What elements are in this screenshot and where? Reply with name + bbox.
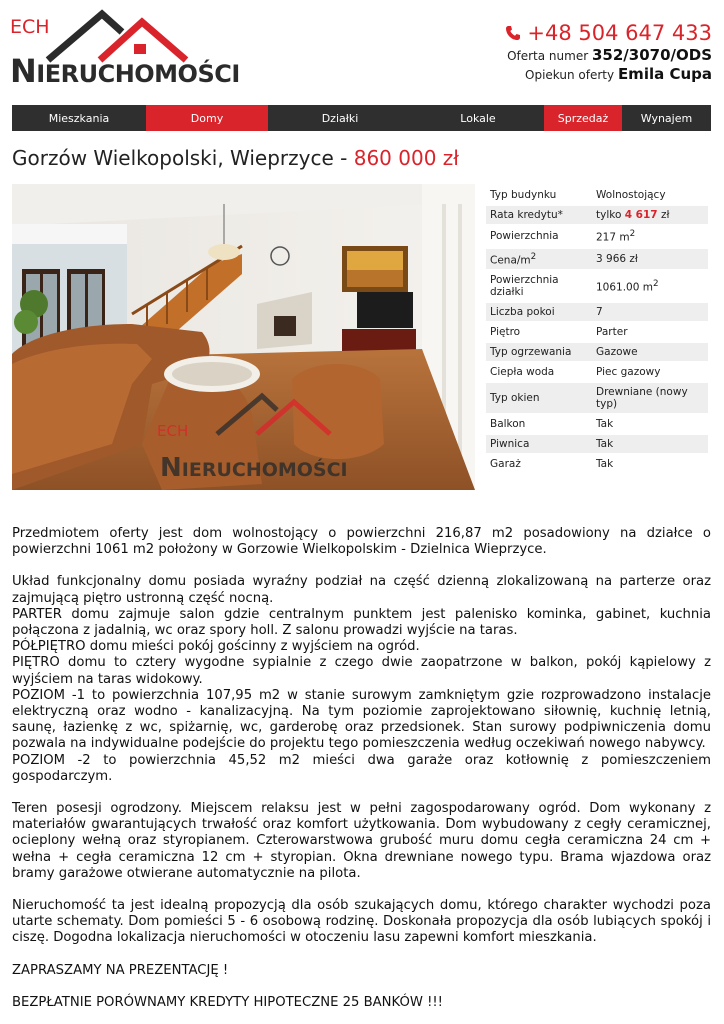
detail-value <box>592 226 708 247</box>
agent-label: Opiekun oferty <box>525 68 615 82</box>
watermark-prefix: ECH <box>157 422 189 440</box>
detail-row-liczba-pokoi <box>486 303 708 321</box>
detail-value: 3 966 zł <box>592 249 708 270</box>
main-nav <box>12 105 711 131</box>
listing-location: Gorzów Wielkopolski, Wieprzyce - <box>12 146 354 170</box>
detail-value: 7 <box>592 303 708 321</box>
detail-row-pietro <box>486 323 708 341</box>
detail-row-typ-okien <box>486 383 708 413</box>
detail-row-garaz <box>486 455 708 473</box>
watermark-initial: N <box>160 453 182 483</box>
agency-logo[interactable] <box>10 8 240 90</box>
listing-title <box>12 146 459 170</box>
rata-suffix: zł <box>657 209 670 221</box>
detail-label: Piętro <box>490 326 521 338</box>
logo-initial: N <box>10 52 37 90</box>
nav-item-wynajem[interactable]: Wynajem <box>640 111 693 125</box>
watermark-rest: IERUCHOMOŚCI <box>181 459 348 481</box>
detail-value: Piec gazowy <box>596 366 661 378</box>
plot-area-exponent: 2 <box>653 278 659 289</box>
logo-prefix: ECH <box>10 16 50 38</box>
detail-label: Garaż <box>490 458 521 470</box>
phone-icon <box>505 25 521 41</box>
detail-row-powierzchnia-dzialki <box>486 271 708 301</box>
detail-label <box>486 249 592 270</box>
description-paragraph: ZAPRASZAMY NA PREZENTACJĘ ! <box>12 962 229 978</box>
listing-photo[interactable] <box>12 184 475 490</box>
offer-number-line <box>505 46 712 65</box>
detail-label: Piwnica <box>486 435 592 453</box>
detail-label: Typ ogrzewania <box>486 343 592 361</box>
detail-value: Wolnostojący <box>596 189 666 201</box>
description-paragraph: Teren posesji ogrodzony. Miejscem relaksu jest w pełni zagospodarowany ogród. Dom wykonany z materiałów gwarantujących trwałość oraz komfort użytkowania. Dom wybudowany z cegły ceramicznej, ocieplony wełną oraz styropianem. Czterowarstwowa grubość muru domu cegła ceramiczna 24 cm + wełna + cegła ceramiczna 12 cm + styropian. Okna drewniane nowego typu. Brama wjazdowa oraz bramy garażowe otwierane automatycznie na pilota. <box>12 801 711 881</box>
detail-label: Ciepła woda <box>490 366 555 378</box>
plot-area-value: 1061.00 m <box>596 281 653 294</box>
detail-row-typ-ogrzewania <box>486 343 708 361</box>
contact-block <box>505 20 712 84</box>
detail-label: Typ okien <box>486 383 592 413</box>
description-paragraph: PIĘTRO domu to cztery wygodne sypialnie z czego dwie zaopatrzone w balkon, pokój kąpielowy z wyjściem na taras widokowy. <box>12 655 711 687</box>
nav-item-domy[interactable]: Domy <box>146 105 268 131</box>
property-details-table <box>486 184 708 475</box>
offer-number: 352/3070/ODS <box>591 46 712 64</box>
offer-number-label: Oferta numer <box>507 49 589 63</box>
detail-row-balkon <box>486 415 708 433</box>
agent-line <box>505 65 712 84</box>
area-unit-exponent: 2 <box>629 229 636 239</box>
logo-wordmark <box>10 52 240 90</box>
detail-value: Tak <box>596 418 614 430</box>
detail-label: Rata kredytu* <box>486 206 592 224</box>
detail-value: Tak <box>592 435 708 453</box>
detail-label: Powierzchnia działki <box>490 274 559 298</box>
nav-item-dzialki[interactable]: Działki <box>321 111 359 125</box>
detail-value: Parter <box>596 326 628 338</box>
detail-row-ciepla-woda <box>486 363 708 381</box>
phone-link[interactable] <box>505 20 712 46</box>
description-paragraph: POZIOM -1 to powierzchnia 107,95 m2 w stanie surowym zamkniętym gzie rozprowadzono instalacje elektryczną oraz wodno - kanalizacyjną. Na tym poziomie zaprojektowano siłownię, kuchnię letnią, saunę, łazienkę z wc, spiżarnię, wc, garderobę oraz przedsionek. Stan surowy podpiwniczenia domu pozwala na indywidualne podejście do projektu tego pomieszczenia według oczekiwań nowego nabywcy. <box>12 687 711 752</box>
nav-item-mieszkania[interactable]: Mieszkania <box>48 111 110 125</box>
detail-row-cena-m2 <box>486 249 708 270</box>
detail-value <box>592 206 708 224</box>
nav-item-sprzedaz[interactable]: Sprzedaż <box>544 105 622 131</box>
detail-label: Powierzchnia <box>490 230 559 243</box>
rata-amount: 4 617 <box>624 209 658 221</box>
area-value: 217 m <box>596 231 630 244</box>
description-paragraph: PARTER domu zajmuje salon gdzie centralnym punktem jest palenisko kominka, gabinet, kuchnia połączona z jadalnią, wc oraz spory holl. Z salonu prowadzi wyjście na taras. <box>12 606 711 639</box>
detail-value: Drewniane (nowy typ) <box>592 383 708 413</box>
detail-label: Typ budynku <box>490 189 557 201</box>
listing-description <box>12 526 711 1011</box>
description-paragraph: PÓŁPIĘTRO domu mieści pokój gościnny z wyjściem na ogród. <box>12 639 420 655</box>
detail-row-typ-budynku <box>486 186 708 204</box>
description-paragraph: Nieruchomość ta jest idealną propozycją dla osób szukających domu, którego charakter wychodzi poza utarte schematy. Dom pomieści 5 - 6 osobową rodzinę. Doskonała propozycja dla osób lubiących spokój i ciszę. Dogodna lokalizacja nieruchomości w otoczeniu lasu zapewni komfort mieszkania. <box>12 898 711 946</box>
price-per-m-label: Cena/m <box>490 254 531 266</box>
logo-rest: IERUCHOMOŚCI <box>36 60 240 88</box>
living-room-photo <box>12 184 475 490</box>
agent-name: Emila Cupa <box>617 65 712 83</box>
detail-row-rata-kredytu <box>486 206 708 224</box>
detail-value <box>592 271 708 301</box>
listing-price: 860 000 zł <box>353 146 459 170</box>
detail-row-powierzchnia <box>486 226 708 247</box>
phone-number: +48 504 647 433 <box>527 21 712 45</box>
nav-item-lokale[interactable]: Lokale <box>460 111 496 125</box>
detail-label: Balkon <box>490 418 526 430</box>
description-paragraph: BEZPŁATNIE PORÓWNAMY KREDYTY HIPOTECZNE 25 BANKÓW !!! <box>12 994 443 1010</box>
description-paragraph: Układ funkcjonalny domu posiada wyraźny podział na część dzienną zlokalizowaną na parterze oraz zajmującą piętro ustronną część nocną. <box>12 574 711 606</box>
rata-prefix: tylko <box>596 209 625 221</box>
description-paragraph: POZIOM -2 to powierzchnia 45,52 m2 mieści dwa garaże oraz kotłownię z pomieszczeniem gospodarczym. <box>12 752 711 784</box>
price-per-m-exponent: 2 <box>530 251 537 262</box>
detail-value: Tak <box>596 458 614 470</box>
detail-label: Liczba pokoi <box>486 303 592 321</box>
detail-row-piwnica <box>486 435 708 453</box>
description-paragraph: Przedmiotem oferty jest dom wolnostojący o powierzchni 216,87 m2 posadowiony na działce o powierzchni 1061 m2 położony w Gorzowie Wielkopolskim - Dzielnica Wieprzyce. <box>12 526 711 558</box>
detail-value: Gazowe <box>592 343 708 361</box>
